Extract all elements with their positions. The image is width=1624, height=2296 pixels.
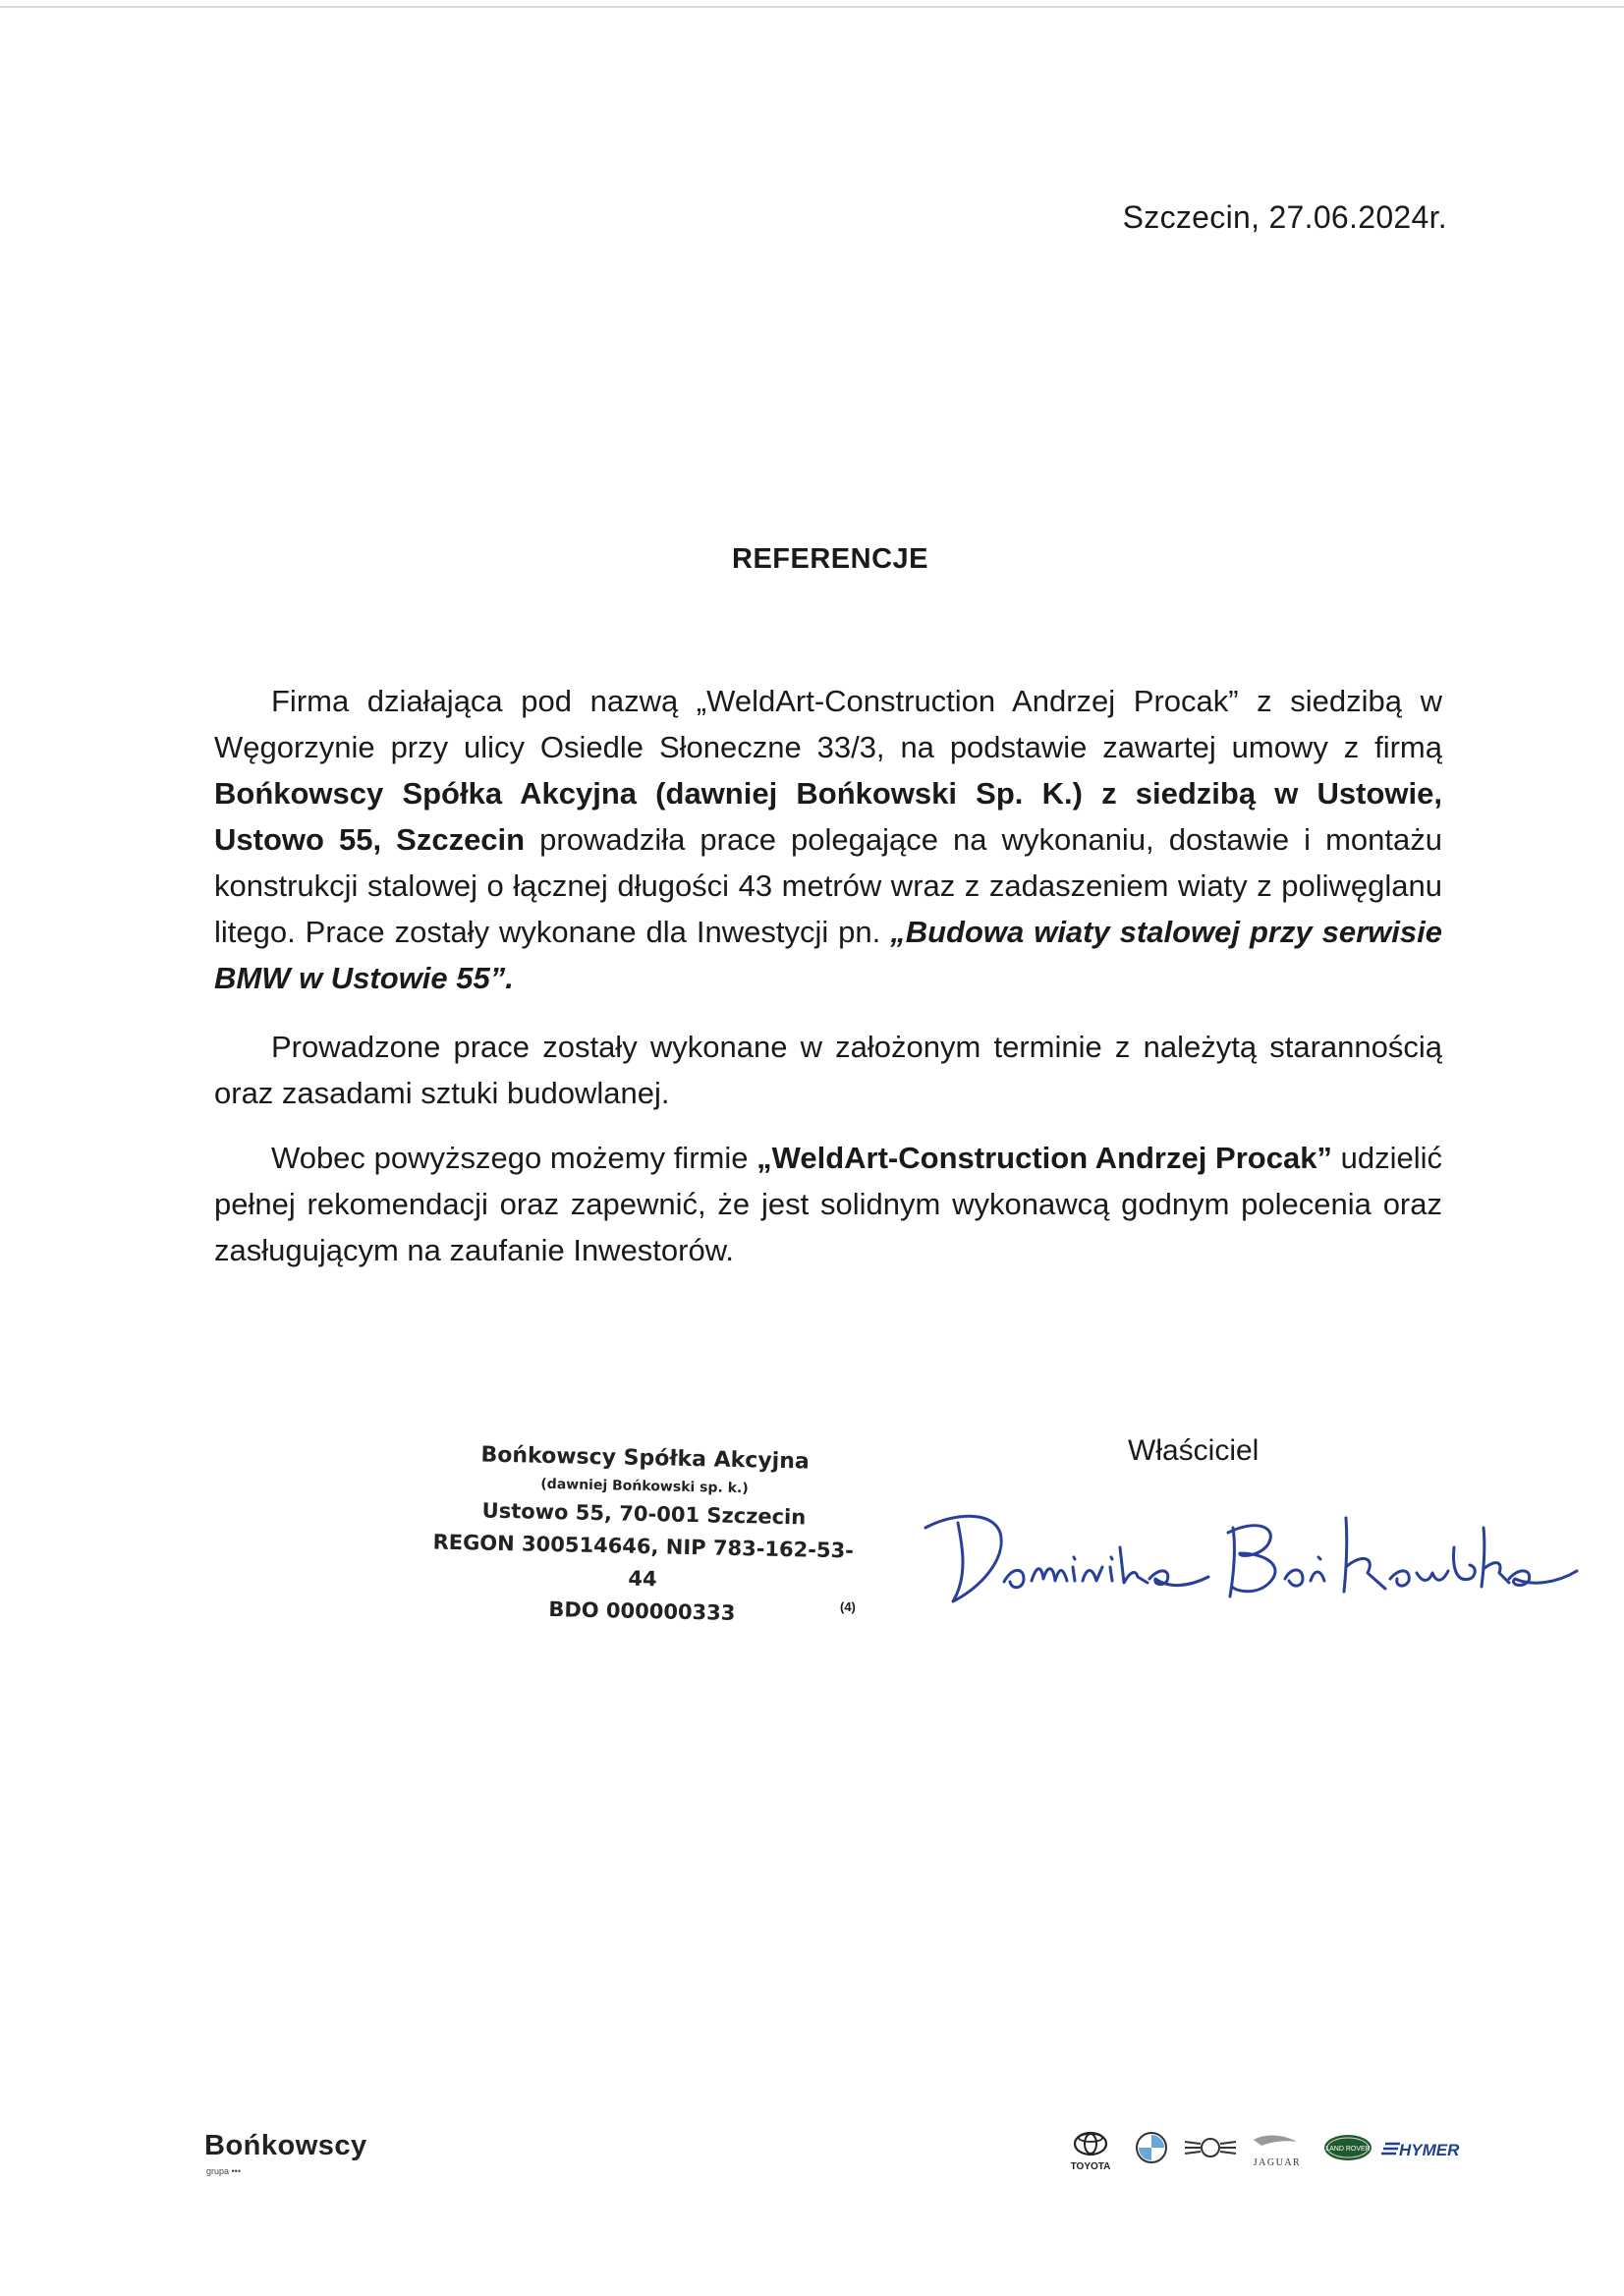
toyota-logo-icon	[1071, 2133, 1111, 2172]
land-rover-logo-icon	[1324, 2135, 1372, 2160]
document-date: Szczecin, 27.06.2024r.	[1122, 199, 1447, 235]
paragraph-1-investment-name: „Budowa wiaty stalowej przy serwisie BMW w Ustowie 55”.	[214, 915, 1442, 995]
toyota-logo-text: TOYOTA	[1070, 2161, 1111, 2172]
footer-brand-subtitle: grupa •••	[206, 2166, 241, 2176]
paragraph-1	[214, 678, 1442, 1001]
bmw-logo-icon	[1137, 2133, 1166, 2162]
paragraph-3-text-b: udzielić pełnej rekomendacji oraz zapewnić, że jest solidnym wykonawcą godnym polecenia oraz zasługującym na zaufanie Inwestorów.	[214, 1141, 1443, 1267]
stamp-line-regon-nip: REGON 300514646, NIP 783-162-53-44	[432, 1530, 855, 1592]
paragraph-3-text-a: Wobec powyższego możemy firmie	[271, 1141, 757, 1175]
paragraph-2-text: Prowadzone prace zostały wykonane w założonym terminie z należytą starannością oraz zasadami sztuki budowlanej.	[214, 1030, 1442, 1110]
paragraph-3-bold-company: „WeldArt-Construction Andrzej Procak”	[756, 1141, 1332, 1175]
paragraph-3	[214, 1135, 1442, 1273]
partner-brand-logos	[1061, 2122, 1513, 2201]
land-rover-logo-text: LAND ROVER	[1325, 2146, 1371, 2153]
footer-brand-logo: Bońkowscy	[204, 2130, 367, 2161]
mini-logo-icon	[1185, 2139, 1236, 2156]
handwritten-signature	[914, 1488, 1582, 1626]
jaguar-logo-text: JAGUAR	[1253, 2157, 1302, 2168]
owner-label: Właściciel	[1128, 1434, 1260, 1467]
stamp-number: (4)	[840, 1599, 856, 1614]
jaguar-logo-icon	[1254, 2136, 1301, 2168]
paragraph-1-bold-company: Bońkowscy Spółka Akcyjna (dawniej Bońkowski Sp. K.) z siedzibą w Ustowie, Ustowo 55, Szczecin	[214, 776, 1442, 857]
paragraph-2	[214, 1024, 1442, 1116]
hymer-logo-icon	[1381, 2141, 1460, 2159]
hymer-logo-text: HYMER	[1399, 2141, 1460, 2159]
paragraph-1-text-b: prowadziła prace polegające na wykonaniu, dostawie i montażu konstrukcji stalowej o łącznej długości 43 metrów wraz z zadaszeniem wiaty z poliwęglanu litego. Prace zostały wykonane dla Inwestycji pn.	[214, 822, 1442, 949]
stamp-line-company: Bońkowscy Spółka Akcyjna	[480, 1442, 810, 1475]
stamp-line-former-name: (dawniej Bońkowski sp. k.)	[540, 1476, 749, 1497]
stamp-line-bdo: BDO 000000333	[548, 1596, 736, 1625]
paragraph-1-text-a: Firma działająca pod nazwą „WeldArt-Construction Andrzej Procak” z siedzibą w Węgorzynie przy ulicy Osiedle Słoneczne 33/3, na podstawie zawartej umowy z firmą	[214, 684, 1442, 764]
document-title: REFERENCJE	[732, 543, 928, 575]
top-border-line	[0, 6, 1624, 8]
stamp-line-address: Ustowo 55, 70-001 Szczecin	[481, 1498, 807, 1530]
company-stamp	[430, 1438, 857, 1633]
